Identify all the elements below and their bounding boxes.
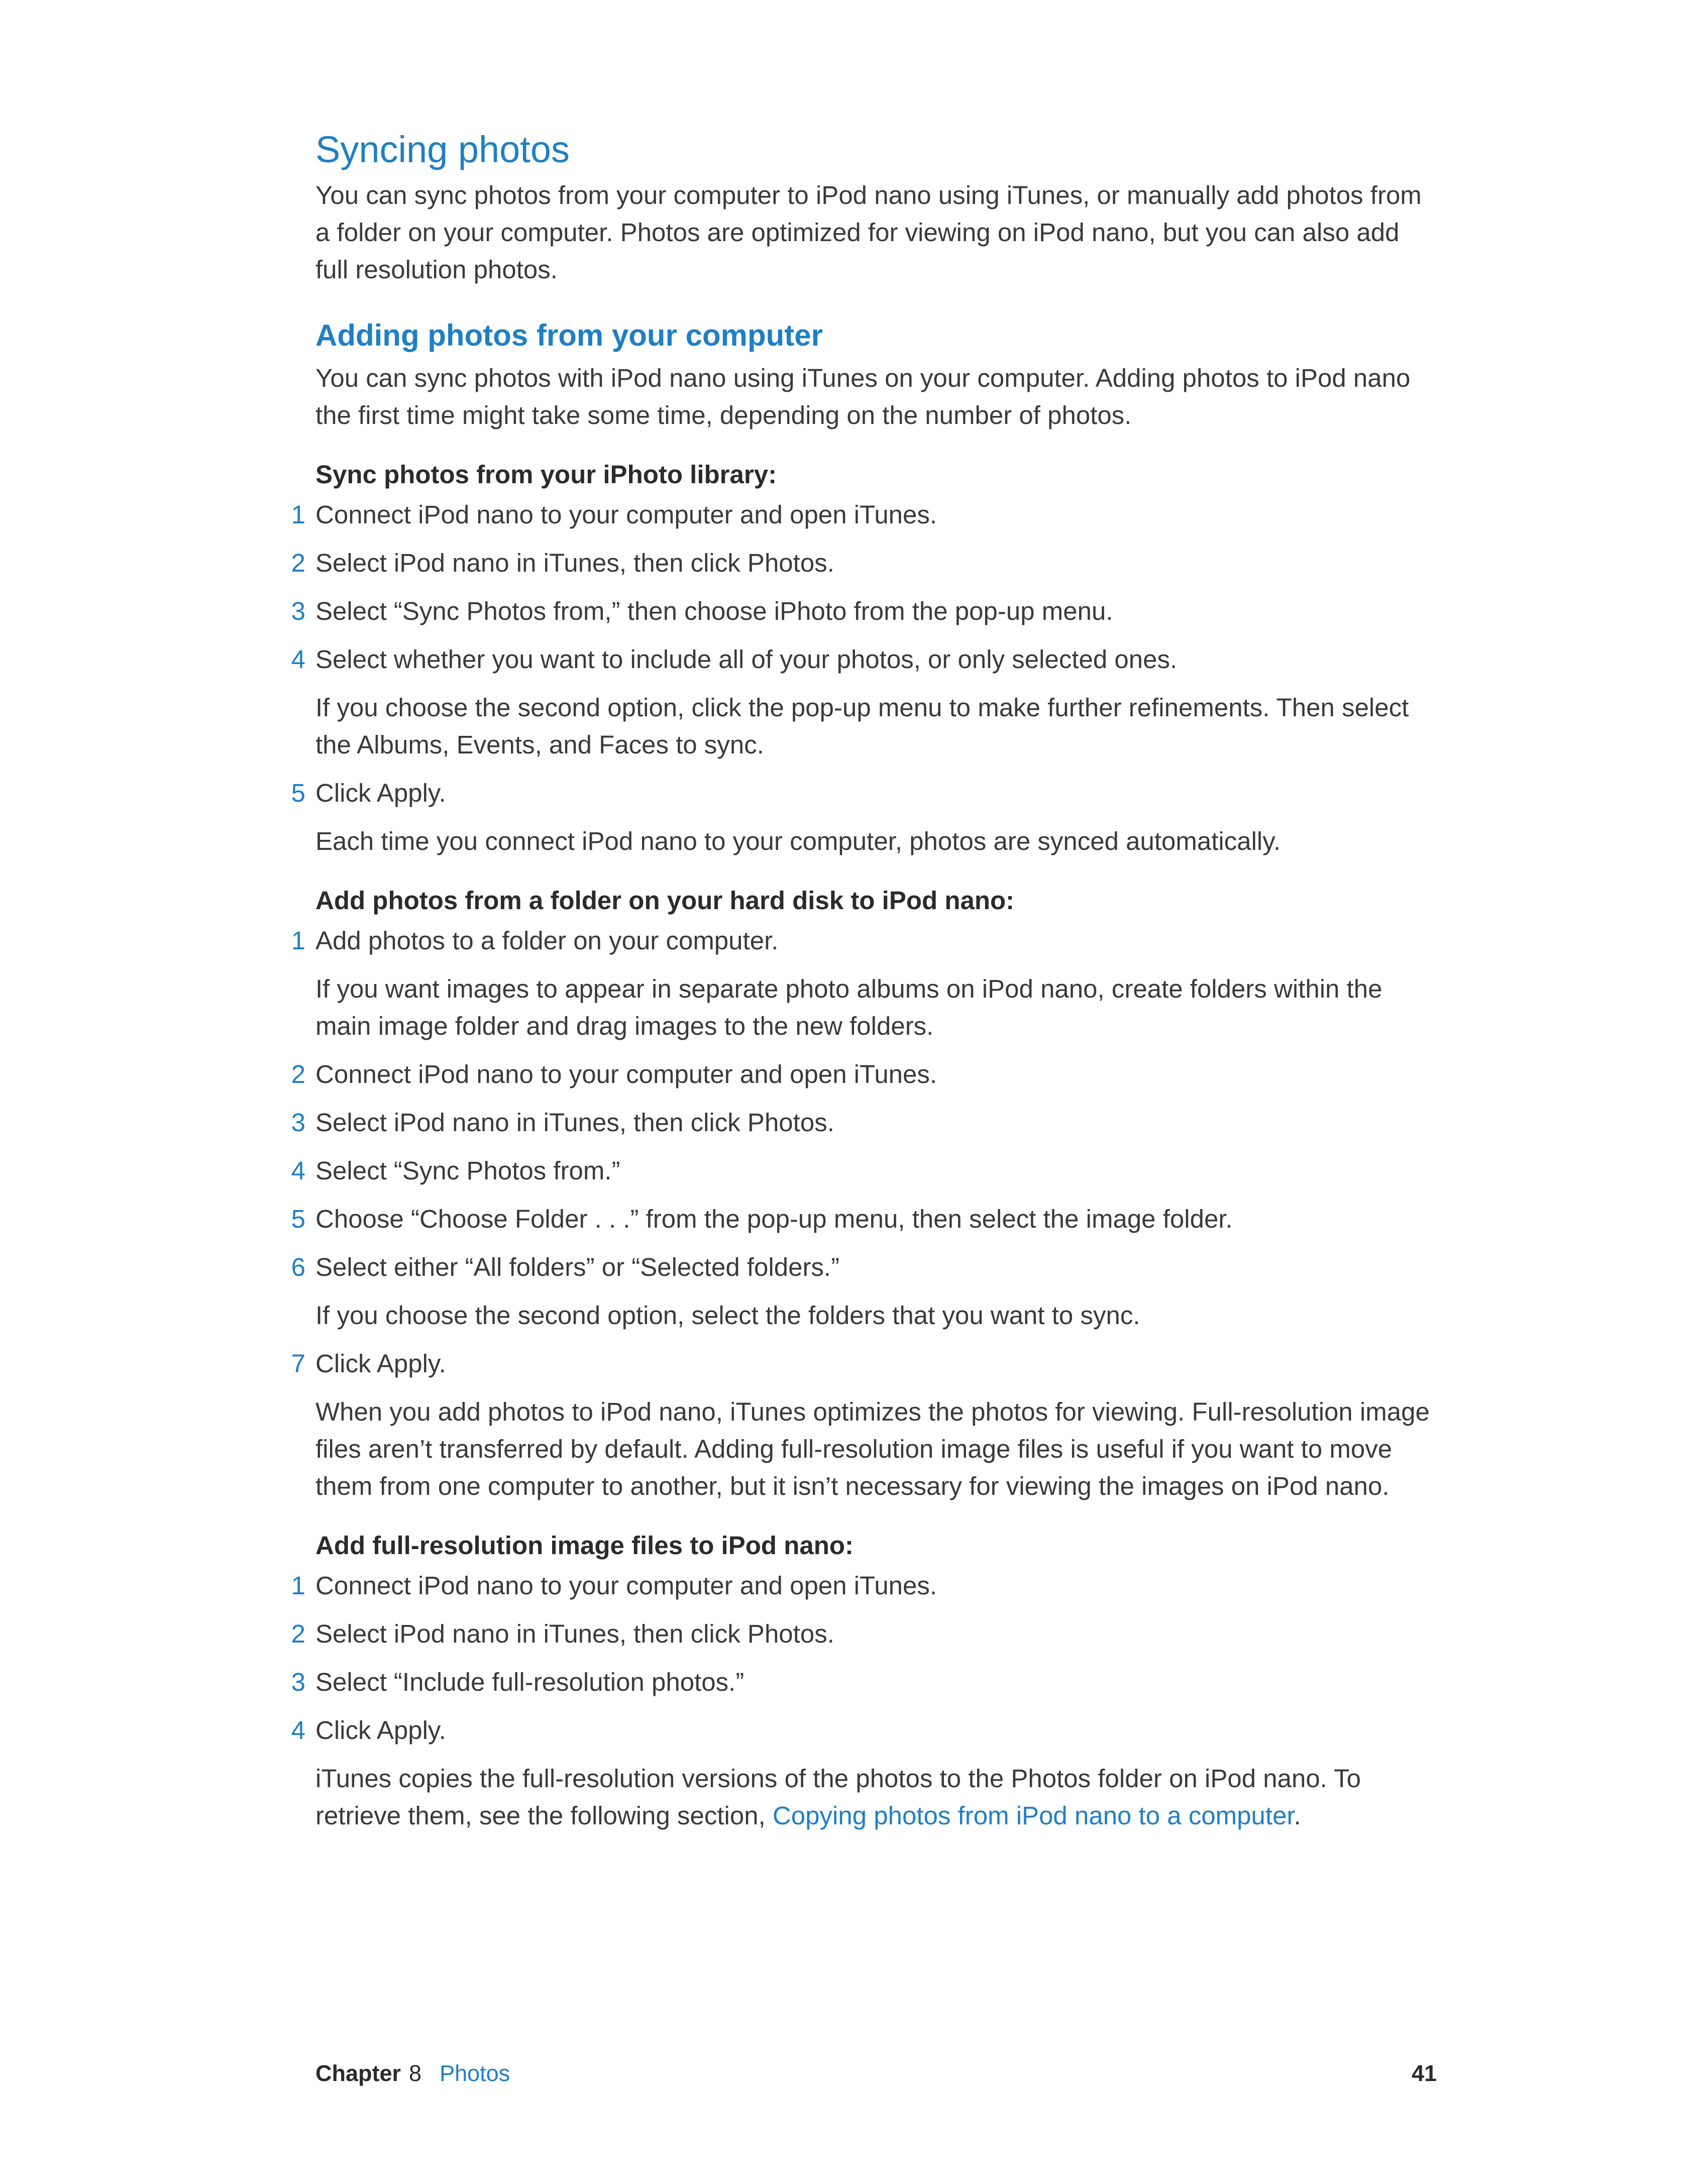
step-item	[291, 593, 1437, 630]
step-item	[291, 1104, 1437, 1141]
procedure-result: When you add photos to iPod nano, iTunes optimizes the photos for viewing. Full-resolution image files aren’t transferred by default. Adding full-resolution image files is useful if you want to move them from one computer to another, but it isn’t necessary for viewing the images on iPod nano.	[315, 1397, 1430, 1501]
procedure-steps-folder-end	[291, 1345, 1437, 1382]
step-item	[291, 1152, 1437, 1189]
step-text: Connect iPod nano to your computer and open iTunes.	[315, 1060, 937, 1089]
procedure-steps-iphoto-cont	[291, 775, 1437, 812]
procedure-steps-folder	[291, 922, 1437, 959]
step-text: Select either “All folders” or “Selected folders.”	[315, 1253, 840, 1282]
procedure-heading-iphoto: Sync photos from your iPhoto library:	[315, 460, 777, 489]
footer-chapter-link[interactable]: Photos	[440, 2060, 510, 2086]
page-content	[291, 128, 1437, 1834]
step-text: Click Apply.	[315, 1349, 446, 1378]
step-text: Select “Include full-resolution photos.”	[315, 1668, 744, 1697]
result-suffix: .	[1294, 1801, 1301, 1830]
step-number: 5	[291, 779, 305, 808]
procedure-steps-fullres	[291, 1567, 1437, 1749]
step-number: 3	[291, 1668, 305, 1697]
footer-chapter-number: 8	[409, 2060, 422, 2086]
procedure-result: Each time you connect iPod nano to your computer, photos are synced automatically.	[315, 827, 1281, 856]
result-text: iTunes copies the full-resolution versions of the photos to the Photos folder on iPod nano. To retrieve them, see the following section,	[315, 1764, 1361, 1830]
step-item	[291, 922, 1437, 959]
step-item	[291, 496, 1437, 533]
step-number: 7	[291, 1349, 305, 1378]
section-intro: You can sync photos with iPod nano using iTunes on your computer. Adding photos to iPod nano the first time might take some time, depending on the number of photos.	[315, 364, 1411, 430]
step-text: Click Apply.	[315, 779, 446, 808]
step-number: 2	[291, 1060, 305, 1089]
procedure-heading-folder: Add photos from a folder on your hard disk to iPod nano:	[315, 886, 1015, 915]
step-text: Select “Sync Photos from.”	[315, 1156, 620, 1185]
step-item	[291, 641, 1437, 678]
procedure-steps-iphoto	[291, 496, 1437, 678]
step-item	[291, 1567, 1437, 1604]
step-text: Connect iPod nano to your computer and open iTunes.	[315, 500, 937, 529]
section-heading: Adding photos from your computer	[315, 318, 823, 353]
step-text: Select iPod nano in iTunes, then click Photos.	[315, 549, 834, 578]
footer-chapter-label: Chapter	[315, 2060, 401, 2086]
step-item	[291, 775, 1437, 812]
step-item	[291, 1345, 1437, 1382]
procedure-result	[315, 1760, 1437, 1834]
page-footer	[315, 2058, 1437, 2089]
step-item	[291, 1664, 1437, 1701]
step-number: 2	[291, 1619, 305, 1649]
step-item	[291, 1712, 1437, 1749]
step-note: If you choose the second option, click the pop-up menu to make further refinements. Then select the Albums, Events, and Faces to sync.	[315, 693, 1409, 759]
step-text: Select whether you want to include all of your photos, or only selected ones.	[315, 645, 1178, 674]
step-item	[291, 1615, 1437, 1653]
step-note: If you choose the second option, select the folders that you want to sync.	[315, 1301, 1140, 1330]
step-text: Add photos to a folder on your computer.	[315, 926, 779, 955]
step-number: 1	[291, 926, 305, 955]
step-note: If you want images to appear in separate photo albums on iPod nano, create folders within the main image folder and drag images to the new folders.	[315, 974, 1382, 1041]
step-text: Connect iPod nano to your computer and open iTunes.	[315, 1571, 937, 1600]
step-number: 3	[291, 1108, 305, 1137]
step-item	[291, 1201, 1437, 1238]
procedure-steps-folder-cont	[291, 1056, 1437, 1286]
step-text: Select iPod nano in iTunes, then click Photos.	[315, 1108, 834, 1137]
step-number: 5	[291, 1205, 305, 1234]
step-item	[291, 1249, 1437, 1286]
page-number: 41	[1411, 2060, 1437, 2086]
step-number: 2	[291, 549, 305, 578]
step-number: 4	[291, 1716, 305, 1745]
step-number: 3	[291, 597, 305, 626]
step-item	[291, 1056, 1437, 1093]
step-text: Select iPod nano in iTunes, then click Photos.	[315, 1619, 834, 1649]
step-text: Choose “Choose Folder . . .” from the pop-up menu, then select the image folder.	[315, 1205, 1233, 1234]
step-item	[291, 544, 1437, 582]
procedure-heading-fullres: Add full-resolution image files to iPod nano:	[315, 1531, 853, 1560]
step-text: Click Apply.	[315, 1716, 446, 1745]
step-number: 4	[291, 1156, 305, 1185]
step-number: 1	[291, 500, 305, 529]
step-number: 4	[291, 645, 305, 674]
step-number: 6	[291, 1253, 305, 1282]
step-text: Select “Sync Photos from,” then choose iPhoto from the pop-up menu.	[315, 597, 1113, 626]
page-title: Syncing photos	[315, 129, 570, 170]
cross-reference-link[interactable]: Copying photos from iPod nano to a computer	[772, 1801, 1294, 1830]
intro-paragraph: You can sync photos from your computer to iPod nano using iTunes, or manually add photos from a folder on your computer. Photos are optimized for viewing on iPod nano, but you can also add full resolution photos.	[315, 181, 1422, 284]
step-number: 1	[291, 1571, 305, 1600]
